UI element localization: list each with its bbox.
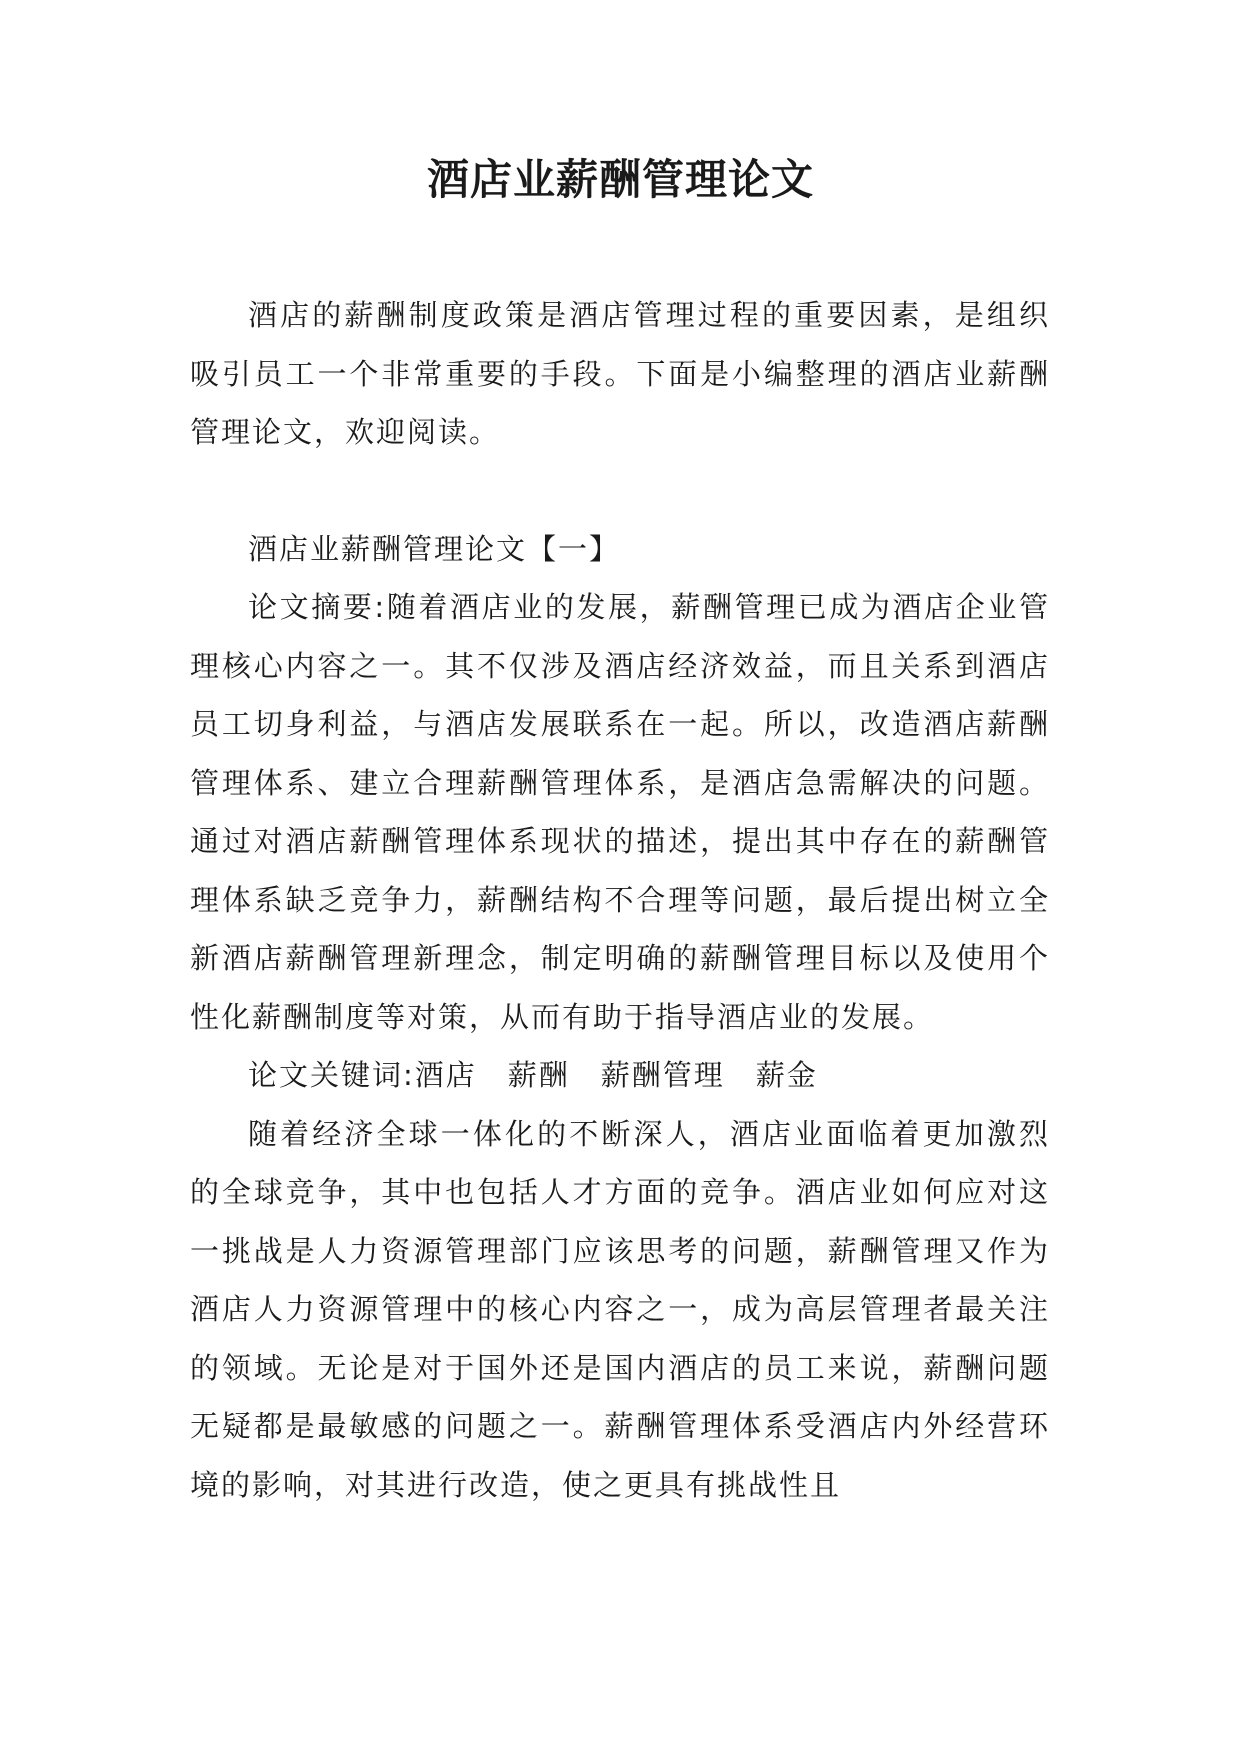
intro-paragraph: 酒店的薪酬制度政策是酒店管理过程的重要因素，是组织吸引员工一个非常重要的手段。下面是小编整理的酒店业薪酬管理论文，欢迎阅读。: [190, 298, 1050, 449]
document-body: [190, 286, 1050, 1514]
abstract-paragraph: 论文摘要:随着酒店业的发展，薪酬管理已成为酒店企业管理核心内容之一。其不仅涉及酒店经济效益，而且关系到酒店员工切身利益，与酒店发展联系在一起。所以，改造酒店薪酬管理体系、建立合理薪酬管理体系，是酒店急需解决的问题。通过对酒店薪酬管理体系现状的描述，提出其中存在的薪酬管理体系缺乏竞争力，薪酬结构不合理等问题，最后提出树立全新酒店薪酬管理新理念，制定明确的薪酬管理目标以及使用个性化薪酬制度等对策，从而有助于指导酒店业的发展。: [190, 590, 1050, 1034]
document-title: 酒店业薪酬管理论文: [426, 155, 814, 204]
keywords-line: 论文关键词:酒店 薪酬 薪酬管理 薪金: [248, 1058, 818, 1092]
section-heading: 酒店业薪酬管理论文【一】: [248, 531, 621, 566]
body-paragraph: 随着经济全球一体化的不断深人，酒店业面临着更加激烈的全球竞争，其中也包括人才方面的竞争。酒店业如何应对这一挑战是人力资源管理部门应该思考的问题，薪酬管理又作为酒店人力资源管理中的核心内容之一，成为高层管理者最关注的领域。无论是对于国外还是国内酒店的员工来说，薪酬问题无疑都是最敏感的问题之一。薪酬管理体系受酒店内外经营环境的影响，对其进行改造，使之更具有挑战性且: [190, 1116, 1050, 1502]
